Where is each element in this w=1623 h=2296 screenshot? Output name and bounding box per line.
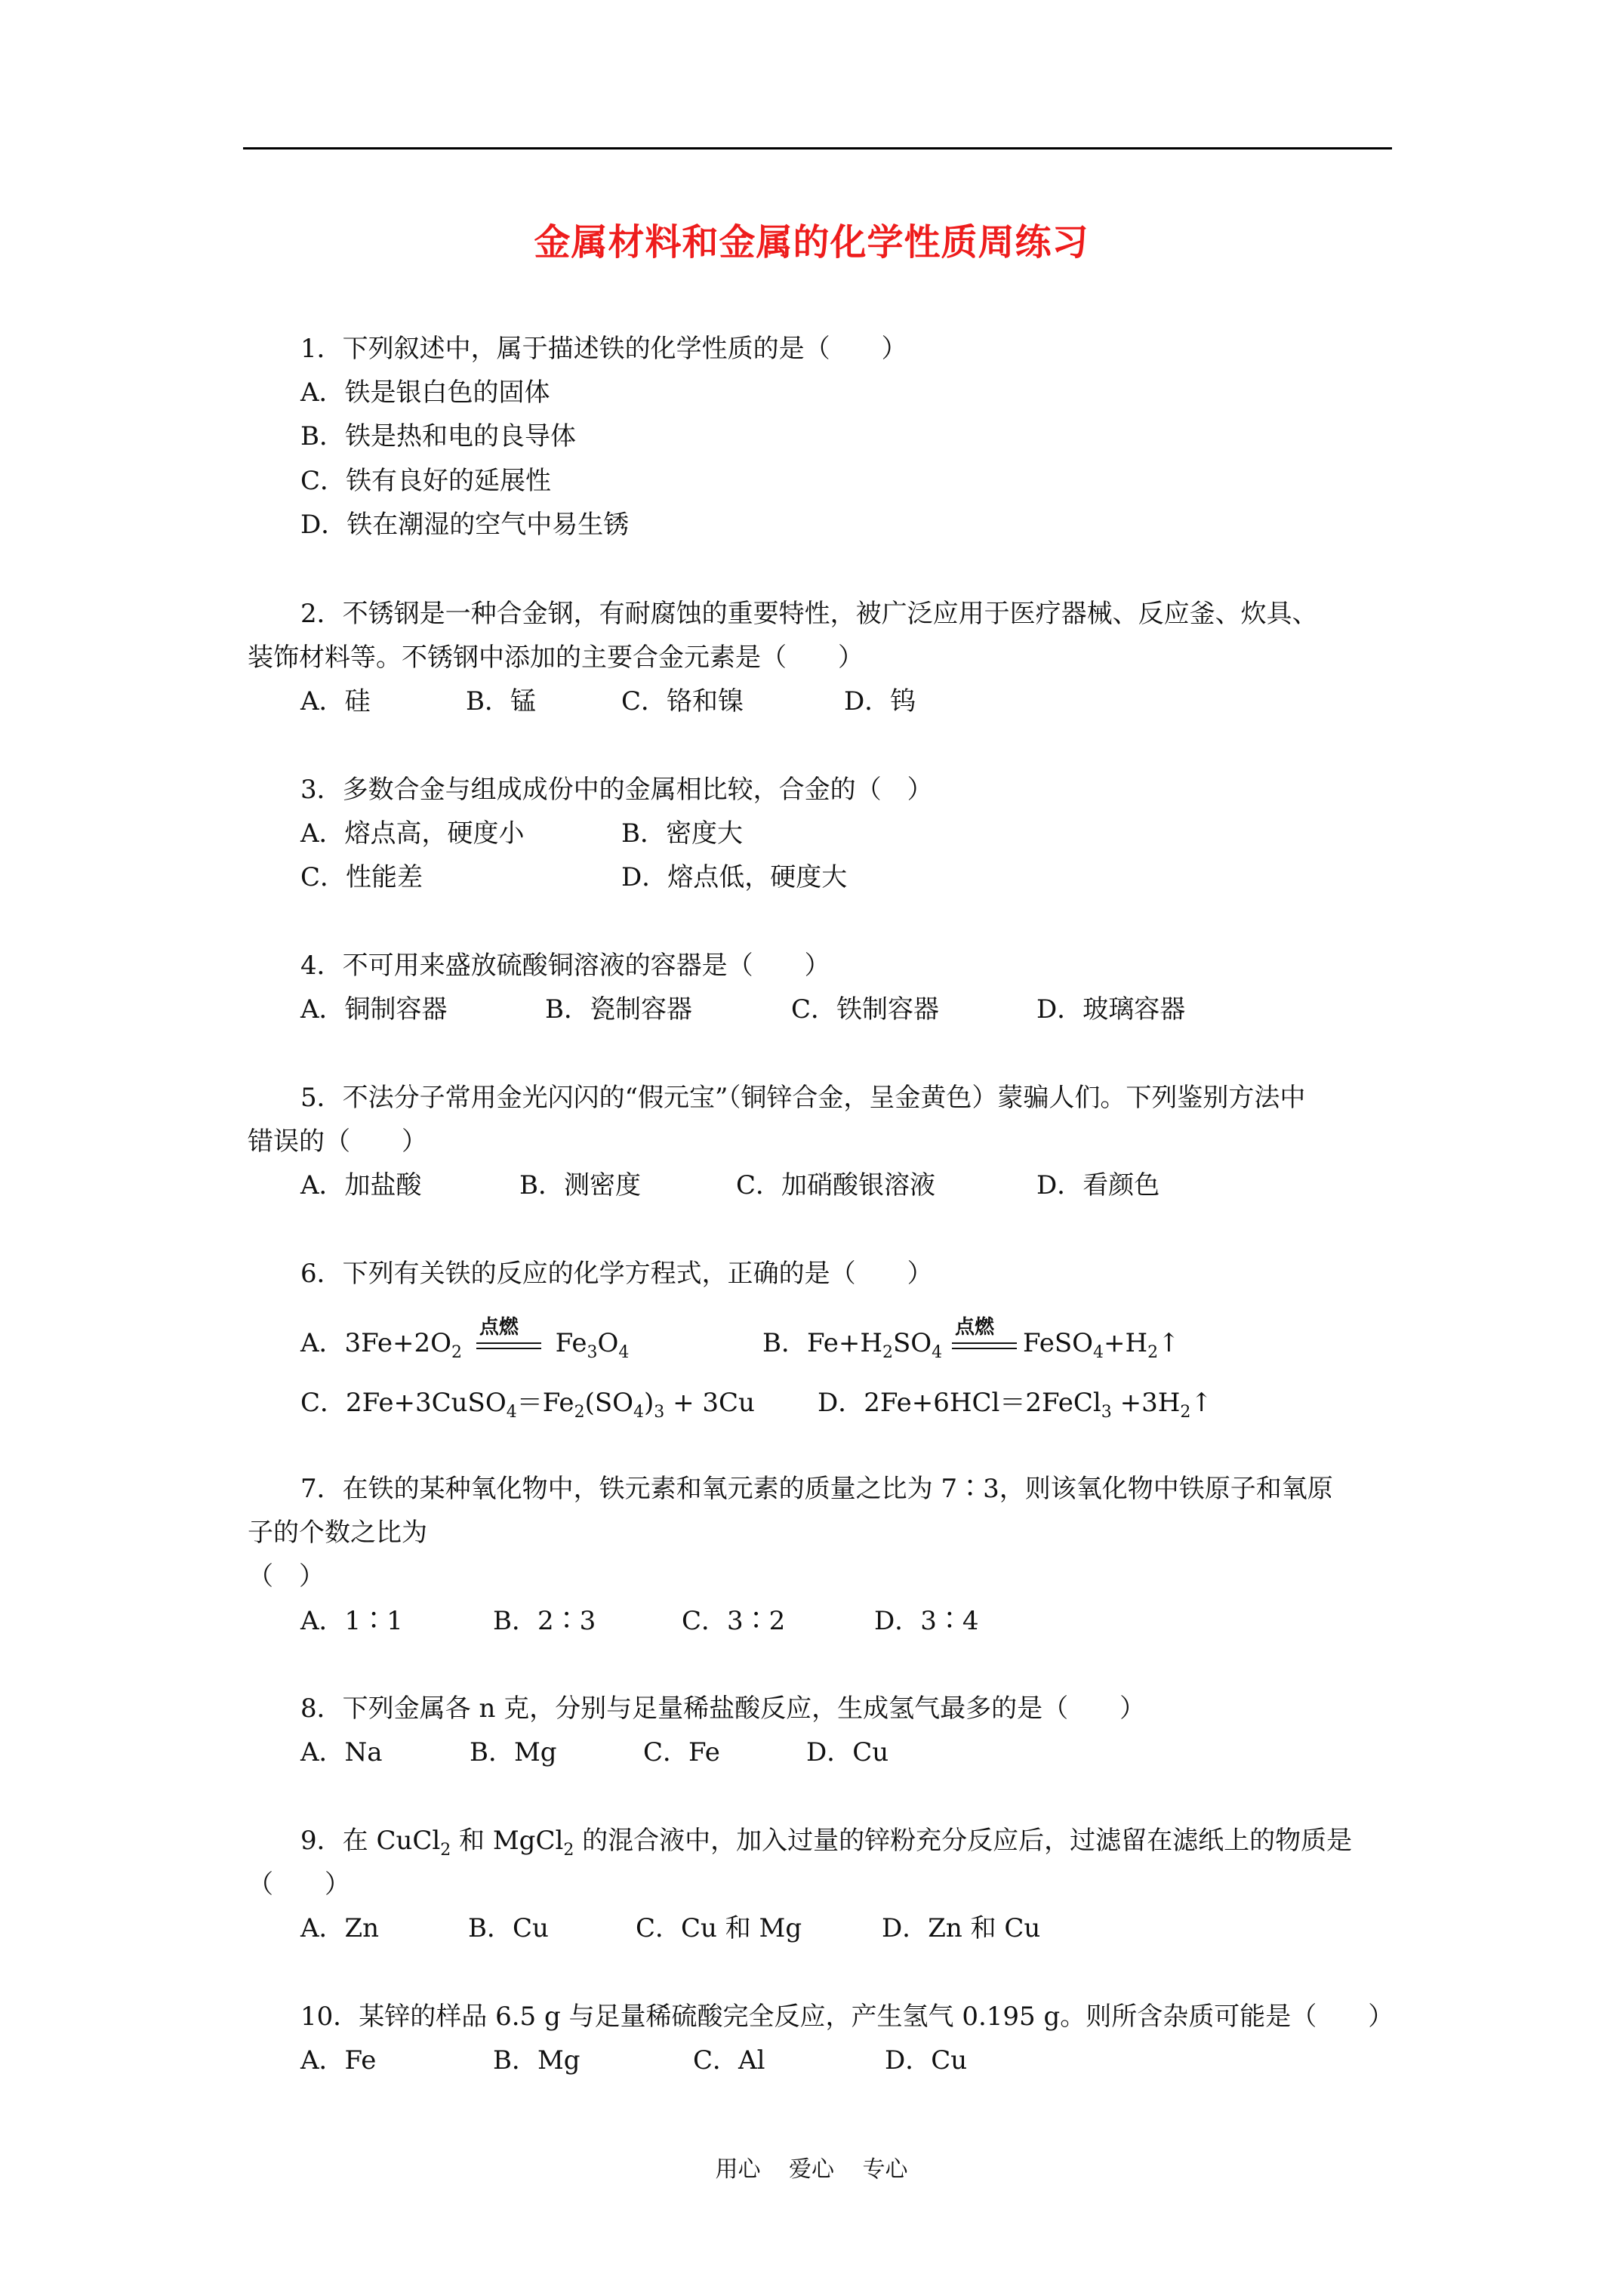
question-10-stem: 10．某锌的样品 6.5 g 与足量稀硫酸完全反应，产生氢气 0.195 g。则所含杂质可能是（ ） — [300, 2002, 1394, 2032]
question-9-option-b: B．Cu — [468, 1913, 549, 1943]
question-1-option-b: B．铁是热和电的良导体 — [300, 421, 576, 451]
question-6-option-a: A．$3Fe+2O_2$ 点燃 $Fe_3O_4$ — [300, 1316, 630, 1362]
question-4-option-a: A．铜制容器 — [300, 994, 448, 1025]
question-8-option-c: C．Fe — [643, 1737, 720, 1767]
question-8-option-a: A．Na — [300, 1737, 383, 1767]
question-1-option-d: D．铁在潮湿的空气中易生锈 — [300, 510, 630, 540]
question-4-stem: 4．不可用来盛放硫酸铜溶液的容器是（ ） — [300, 951, 830, 981]
gas-arrow-icon: ↑ — [1158, 1328, 1180, 1358]
header-rule — [243, 147, 1392, 149]
question-2-stem-line-2: 装饰材料等。不锈钢中添加的主要合金元素是（ ） — [248, 643, 864, 673]
question-1-option-a: A．铁是银白色的固体 — [300, 378, 550, 408]
question-7-answer-bracket: （ ） — [248, 1561, 325, 1592]
question-5-option-c: C．加硝酸银溶液 — [736, 1170, 936, 1200]
question-10-option-b: B．Mg — [493, 2045, 581, 2076]
question-1-option-c: C．铁有良好的延展性 — [300, 466, 552, 496]
question-3-option-d: D．熔点低，硬度大 — [621, 862, 848, 892]
question-2-option-b: B．锰 — [466, 686, 536, 717]
question-10-option-d: D．Cu — [885, 2045, 968, 2076]
question-6-option-c: C．$2Fe+3CuSO_4=Fe_2(SO_4)_3 + 3Cu$ — [300, 1388, 755, 1422]
question-7-option-c: C．3∶2 — [682, 1606, 786, 1636]
question-7-stem-line-1: 7．在铁的某种氧化物中，铁元素和氧元素的质量之比为 7∶3，则该氧化物中铁原子和氧原 — [300, 1474, 1333, 1504]
question-8-option-b: B．Mg — [470, 1737, 557, 1767]
ignition-condition-a: 点燃 — [476, 1326, 541, 1356]
question-7-option-a: A．1∶1 — [300, 1606, 403, 1636]
question-5-option-d: D．看颜色 — [1036, 1170, 1160, 1200]
question-5-option-b: B．测密度 — [519, 1170, 641, 1200]
question-1-stem: 1．下列叙述中，属于描述铁的化学性质的是（ ） — [300, 334, 907, 364]
question-3-option-a: A．熔点高，硬度小 — [300, 818, 525, 849]
page-title: 金属材料和金属的化学性质周练习 — [534, 221, 1089, 264]
question-7-option-b: B．2∶3 — [493, 1606, 596, 1636]
page-footer: 用心 爱心 专心 — [715, 2156, 908, 2183]
question-5-stem-line-1: 5．不法分子常用金光闪闪的“假元宝”（铜锌合金，呈金黄色）蒙骗人们。下列鉴别方法中 — [300, 1083, 1306, 1113]
question-6-option-b: B．$Fe+H_2SO_4$ 点燃 $FeSO_4+H_2↑$ — [762, 1316, 1180, 1362]
question-9-stem-line-1: 9．在 CuCl$_2$ 和 MgCl$_2$ 的混合液中，加入过量的锌粉充分反应后，过滤留在滤纸上的物质是 — [300, 1826, 1353, 1860]
question-9-option-a: A．Zn — [300, 1913, 380, 1943]
question-5-option-a: A．加盐酸 — [300, 1170, 422, 1200]
question-2-option-a: A．硅 — [300, 686, 371, 717]
question-3-option-b: B．密度大 — [621, 818, 743, 849]
question-9-answer-bracket: （ ） — [248, 1869, 350, 1900]
question-4-option-c: C．铁制容器 — [791, 994, 940, 1025]
question-8-option-d: D．Cu — [806, 1737, 889, 1767]
ignition-condition-b: 点燃 — [952, 1326, 1017, 1356]
question-2-option-d: D．钨 — [844, 686, 916, 717]
question-7-option-d: D．3∶4 — [874, 1606, 979, 1636]
question-3-stem: 3．多数合金与组成成份中的金属相比较，合金的（ ） — [300, 775, 933, 805]
question-2-stem-line-1: 2．不锈钢是一种合金钢，有耐腐蚀的重要特性，被广泛应用于医疗器械、反应釜、炊具、 — [300, 599, 1318, 629]
question-6-stem: 6．下列有关铁的反应的化学方程式，正确的是（ ） — [300, 1259, 933, 1289]
question-2-option-c: C．铬和镍 — [621, 686, 744, 717]
question-4-option-b: B．瓷制容器 — [545, 994, 692, 1025]
question-9-option-c: C．Cu 和 Mg — [636, 1913, 802, 1943]
gas-arrow-icon: ↑ — [1190, 1388, 1212, 1418]
question-9-option-d: D．Zn 和 Cu — [882, 1913, 1041, 1943]
question-4-option-d: D．玻璃容器 — [1036, 994, 1186, 1025]
question-5-stem-line-2: 错误的（ ） — [248, 1126, 427, 1157]
question-10-option-a: A．Fe — [300, 2045, 377, 2076]
question-3-option-c: C．性能差 — [300, 862, 423, 892]
question-7-stem-line-2: 子的个数之比为 — [248, 1518, 427, 1548]
question-6-option-d: D．2Fe+6HCl＝2FeCl$_3$ $+3H_2↑$ — [818, 1388, 1212, 1422]
question-8-stem: 8．下列金属各 n 克，分别与足量稀盐酸反应，生成氢气最多的是（ ） — [300, 1693, 1146, 1724]
question-10-option-c: C．Al — [693, 2045, 765, 2076]
